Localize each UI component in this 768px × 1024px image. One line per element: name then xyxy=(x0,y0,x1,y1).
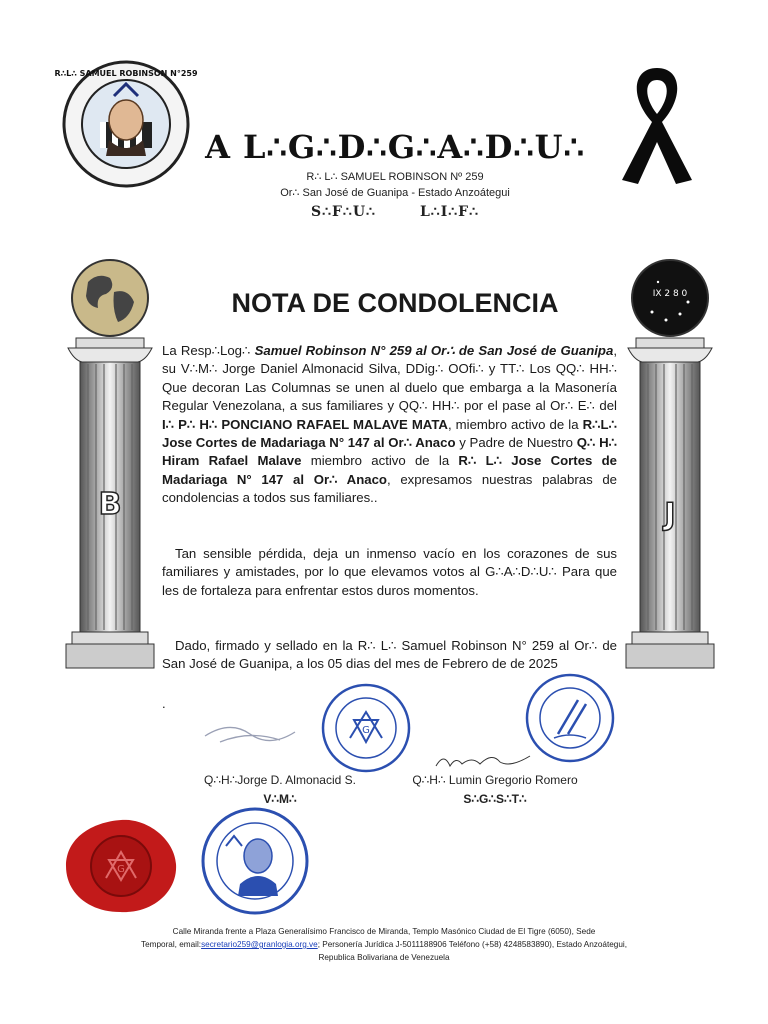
motto-left: S∴F∴U∴ xyxy=(310,204,376,220)
text-segment: , miembro activo de la xyxy=(447,416,583,432)
email-link[interactable]: secretario259@granlogia.org.ve xyxy=(201,940,318,949)
mourning-ribbon-icon xyxy=(612,58,702,186)
seal-text: R∴L∴ SAMUEL ROBINSON N°259 xyxy=(54,69,198,78)
stray-dot: . xyxy=(162,696,166,711)
globe-text: IX 2 8 0 xyxy=(652,289,688,299)
text-segment: La Resp∴Log∴ xyxy=(162,343,255,358)
svg-text:G: G xyxy=(117,864,125,875)
footer-text: Temporal, email: xyxy=(141,940,202,949)
footer-address: Calle Miranda frente a Plaza Generalísimo Francisco de Miranda, Templo Masónico Ciudad de El Tigre (6050), Sede xyxy=(172,927,596,936)
red-wax-seal-icon xyxy=(62,816,180,916)
footer-country: Republica Bolivariana de Venezuela xyxy=(318,953,450,962)
signer-2-title: S∴G∴S∴T∴ xyxy=(463,792,527,806)
header-motto xyxy=(180,204,610,220)
pillar-letter-j: J xyxy=(664,497,676,532)
signature-scribble-icon xyxy=(200,712,310,752)
footer-text: ; Personería Jurídica J-5011188906 Teléfono (+58) 4248583890), Estado Anzoátegui, xyxy=(317,940,627,949)
pillar-j-icon xyxy=(618,252,722,674)
lodge-emphasis: Samuel Robinson N° 259 al Or∴ de San José de Guanipa xyxy=(254,343,614,358)
paragraph-condolence xyxy=(162,342,617,508)
text-segment: y Padre de Nuestro xyxy=(455,435,577,451)
signer-1-name: Q∴H∴Jorge D. Almonacid S. xyxy=(204,773,356,787)
signer-2-name: Q∴H∴ Lumin Gregorio Romero xyxy=(412,773,578,787)
signature-romero-icon xyxy=(430,748,540,774)
lodge-seal-logo xyxy=(54,60,198,188)
svg-text:G: G xyxy=(362,725,370,736)
document-title: NOTA DE CONDOLENCIA xyxy=(231,288,559,318)
paragraph-sentiment: Tan sensible pérdida, deja un inmenso vacío en los corazones de sus familiares y amistades, por lo que elevamos votos al G∴A∴D∴U∴ Para que les de fortaleza para enfrentar estos duros momentos. xyxy=(162,546,617,598)
text-segment: , expresamos nuestras palabras de condolencias a todos sus familiares.. xyxy=(162,471,617,506)
lodge-stamp-icon xyxy=(320,682,412,774)
paragraph-dated: Dado, firmado y sellado en la R∴ L∴ Samuel Robinson N° 259 al Or∴ de San José de Guanipa, a los 05 dias del mes de Febrero de de 2025 xyxy=(162,638,617,672)
pillar-letter-b: B xyxy=(98,487,122,522)
header-title: A L∴G∴D∴G∴A∴D∴U∴ xyxy=(205,128,585,166)
lodge-reference: R∴ L∴ Jose Cortes de Madariaga N° 147 al Or∴ Anaco xyxy=(162,453,618,487)
lodge-location: Or∴ San José de Guanipa - Estado Anzoátegui xyxy=(280,187,510,199)
lodge-reference: R∴L∴ Jose Cortes de Madariaga N° 147 al Or∴ Anaco xyxy=(162,416,617,451)
robinson-portrait-stamp-icon xyxy=(200,806,310,916)
text-segment: , su V∴M∴ Jorge Daniel Almonacid Silva, DDig∴ OOfi∴ y TT∴ Los QQ∴ HH∴ Que decoran Las Columnas se unen al duelo que embarga a la Masonería Regular Venezolana, a sus familiares y QQ∴ HH∴ por el pase al Or∴ E∴ del xyxy=(162,343,617,414)
footer-contact xyxy=(40,938,728,951)
signer-1-title: V∴M∴ xyxy=(263,792,297,806)
deceased-name: I∴ P∴ H∴ PONCIANO RAFAEL MALAVE MATA xyxy=(162,416,448,432)
motto-right: L∴I∴F∴ xyxy=(419,204,480,220)
brother-name: Q∴ H∴ Hiram Rafael Malave xyxy=(162,435,617,469)
text-segment: miembro activo de la xyxy=(301,453,459,469)
lodge-name: R∴ L∴ SAMUEL ROBINSON Nº 259 xyxy=(306,171,484,183)
pillar-b-icon xyxy=(58,252,162,674)
